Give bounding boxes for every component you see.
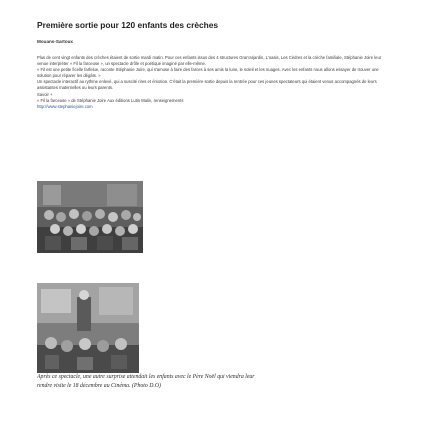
body-paragraph-5: « Fil la farceuse » de Stéphanie Joire Aux éditions Lutin Malin, renseignements <box>37 97 184 103</box>
photo-audience-children <box>37 181 143 253</box>
article-body <box>37 55 389 110</box>
article-byline: Mouans-Sartoux <box>37 39 73 44</box>
photo-stage-image <box>37 283 139 373</box>
body-paragraph-1: Plus de cent vingt enfants des crèches étaient de sortie mardi matin. Pour ces enfants issus des 4 structures Gran'arjardin, L'oasis, Les Cèdres et la crèche familiale, Stéphanie Joire leur venue interpréter « Fil la farceuse », un spectacle drôle et poétique imaginé par elle-même. <box>37 55 382 67</box>
article-headline: Première sortie pour 120 enfants des crèches <box>37 20 219 30</box>
photo-audience-image <box>37 181 143 253</box>
photo-caption: Après ce spectacle, une autre surprise attendait les enfants avec le Père Noël qui viendra leur rendre visite le 18 décembre au Cinéma. (Photo D.O) <box>37 374 255 389</box>
body-paragraph-4: Savoir + <box>37 91 53 97</box>
body-paragraph-2: « Fil est une petite ficelle farfelue, raconte Stéphanie Joire, qui s'amuse à faire des farces à ses amis la lune, le soleil et les nuages. Avec les enfants nous allons essayer de trouver une solution pour réparer les dégâts. » <box>37 67 379 79</box>
photo-stage-performer <box>37 283 139 373</box>
website-link[interactable]: http://www.stephaniejoire.com <box>37 103 93 109</box>
body-paragraph-3: Un spectacle interactif au rythme enlevé, qui a suscité rires et émotion. C'était la première sortie depuis la rentrée pour ces jeunes spectateurs qui étaient venus accompagnés de leurs assistantes maternelles ou leurs parents. <box>37 79 377 91</box>
